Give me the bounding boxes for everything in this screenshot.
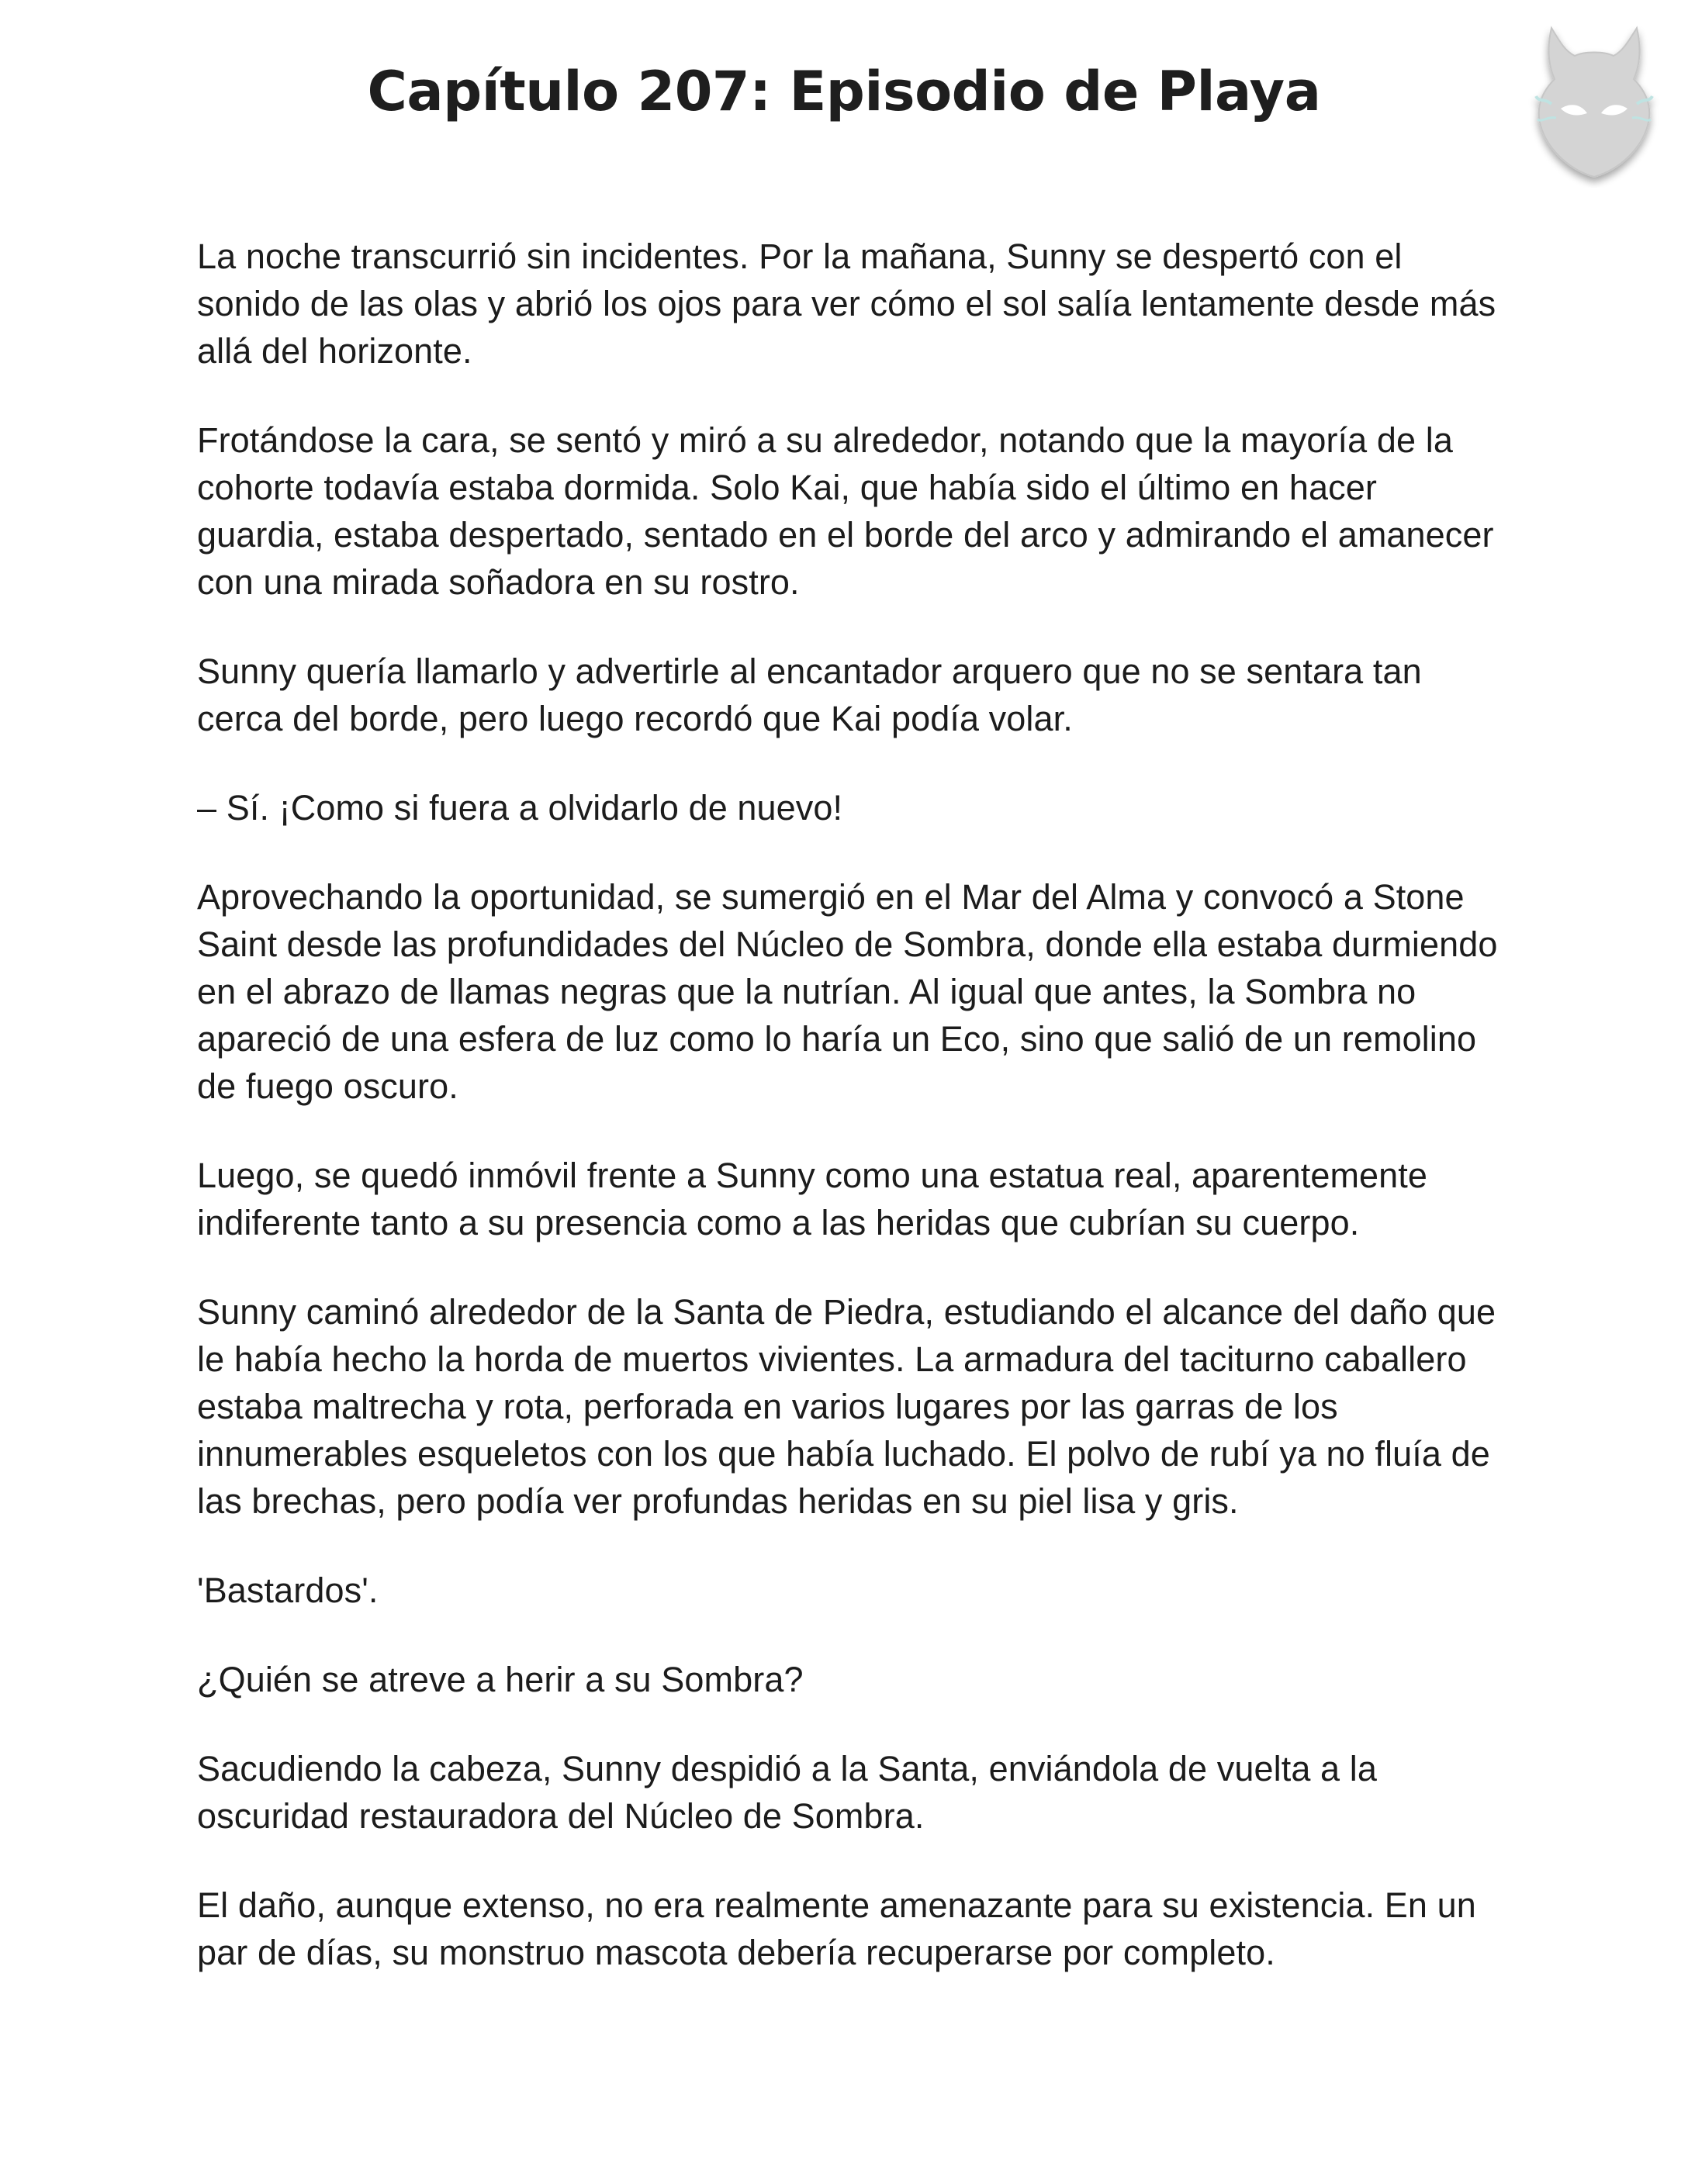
paragraph: 'Bastardos'. [197, 1571, 379, 1610]
paragraph: Sunny quería llamarlo y advertirle al encantador arquero que no se sentara tan cerca del borde, pero luego recordó que Kai podía volar. [197, 651, 1422, 738]
paragraph: La noche transcurrió sin incidentes. Por la mañana, Sunny se despertó con el sonido de las olas y abrió los ojos para ver cómo el sol salía lentamente desde más allá del horizonte. [197, 237, 1496, 371]
paragraph: Aprovechando la oportunidad, se sumergió en el Mar del Alma y convocó a Stone Saint desde las profundidades del Núcleo de Sombra, donde ella estaba durmiendo en el abrazo de llamas negras que la nutrían. Al igual que antes, la Sombra no apareció de una esfera de luz como lo haría un Eco, sino que salió de un remolino de fuego oscuro. [197, 877, 1498, 1106]
paragraph: Frotándose la cara, se sentó y miró a su alrededor, notando que la mayoría de la cohorte todavía estaba dormida. Solo Kai, que había sido el último en hacer guardia, estaba despertado, sentado en el borde del arco y admirando el amanecer con una mirada soñadora en su rostro. [197, 420, 1494, 602]
paragraph: El daño, aunque extenso, no era realmente amenazante para su existencia. En un par de días, su monstruo mascota debería recuperarse por completo. [197, 1885, 1476, 1972]
paragraph: Sunny caminó alrededor de la Santa de Piedra, estudiando el alcance del daño que le había hecho la horda de muertos vivientes. La armadura del taciturno caballero estaba maltrecha y rota, perforada en varios lugares por las garras de los innumerables esqueletos con los que había luchado. El polvo de rubí ya no fluía de las brechas, pero podía ver profundas heridas en su piel lisa y gris. [197, 1292, 1496, 1521]
paragraph: Sacudiendo la cabeza, Sunny despidió a la Santa, enviándola de vuelta a la oscuridad restauradora del Núcleo de Sombra. [197, 1749, 1378, 1836]
paragraph: – Sí. ¡Como si fuera a olvidarlo de nuevo! [197, 788, 843, 828]
chapter-body [197, 233, 1500, 2018]
demon-head-logo-icon [1520, 17, 1668, 188]
paragraph: Luego, se quedó inmóvil frente a Sunny como una estatua real, aparentemente indiferente tanto a su presencia como a las heridas que cubrían su cuerpo. [197, 1156, 1428, 1242]
paragraph: ¿Quién se atreve a herir a su Sombra? [197, 1660, 804, 1699]
page-title: Capítulo 207: Episodio de Playa [367, 60, 1321, 123]
